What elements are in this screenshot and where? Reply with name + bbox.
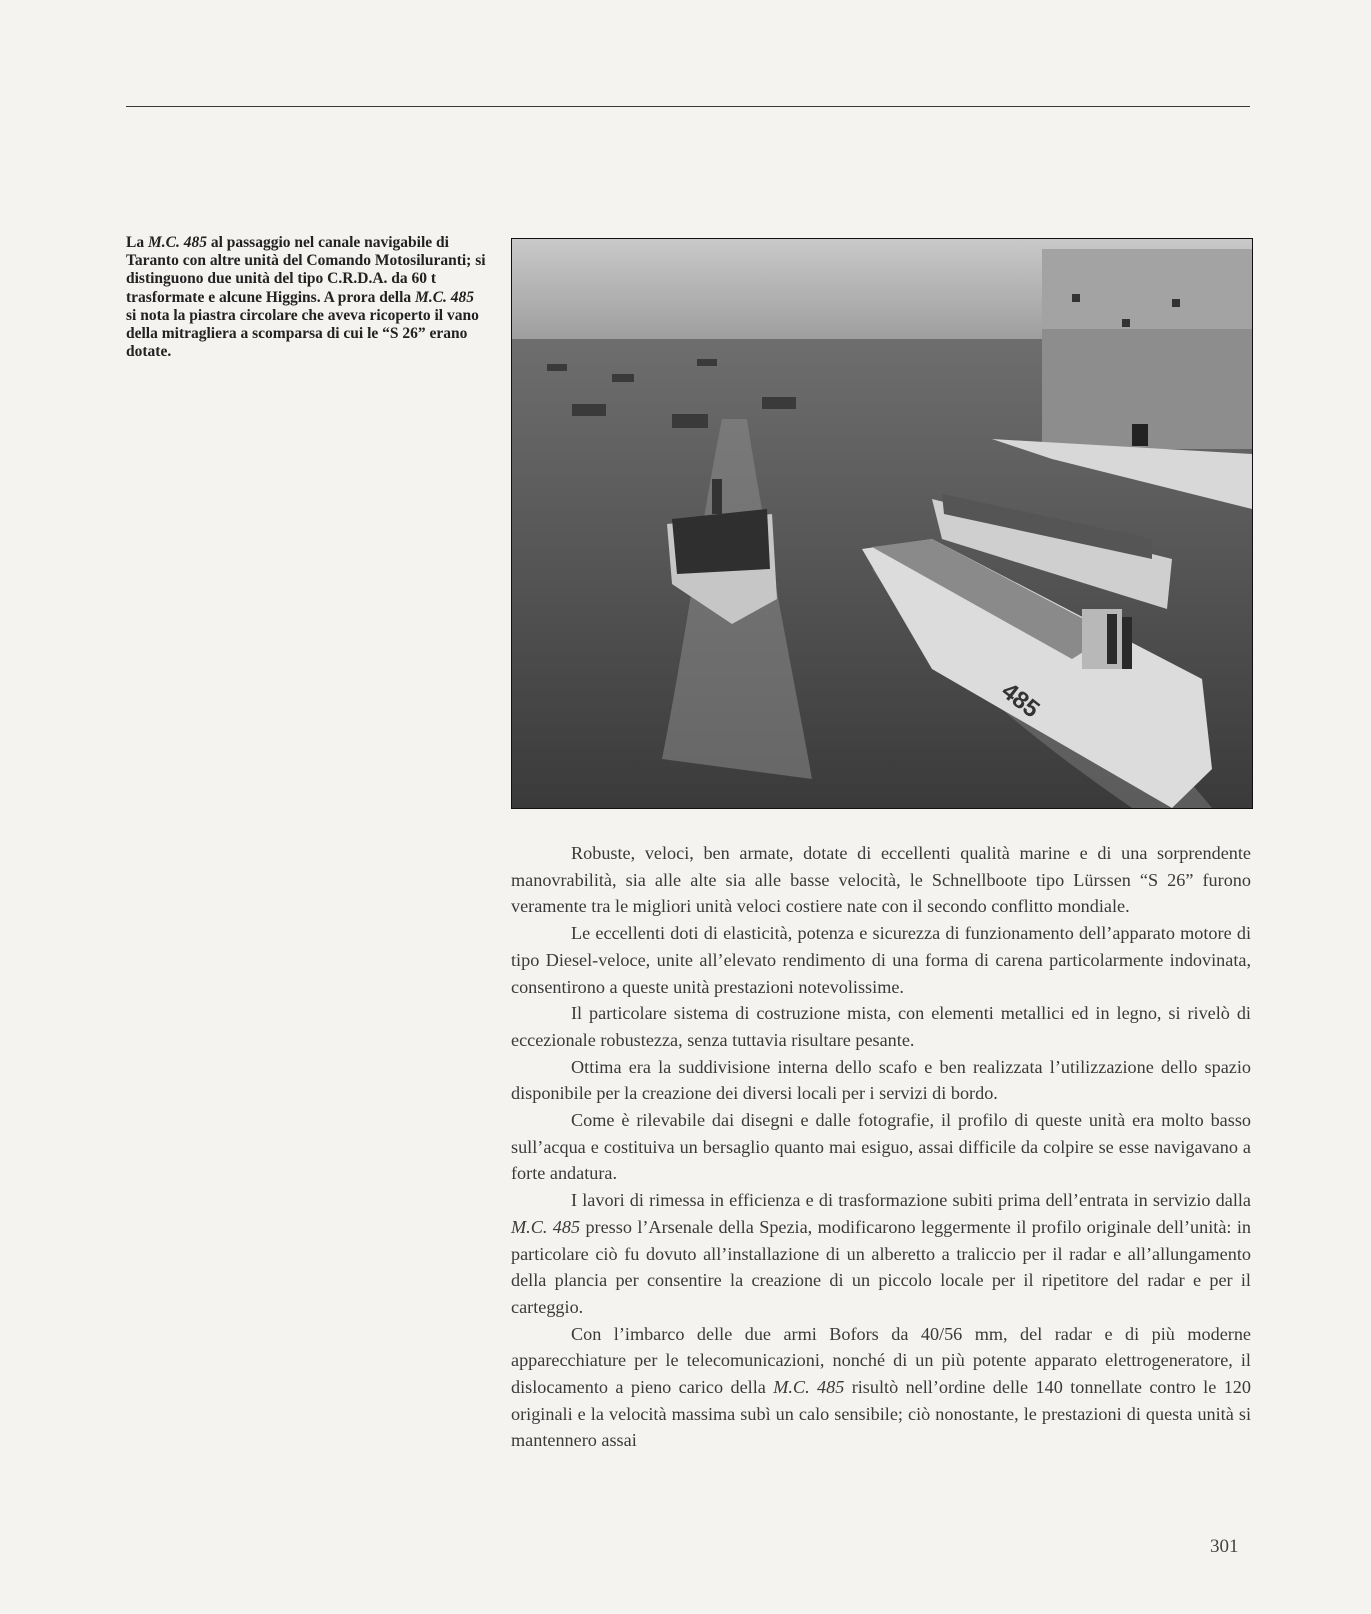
castle-window bbox=[1072, 294, 1080, 302]
photo-drawing bbox=[512, 239, 1252, 808]
text-segment: Il particolare sistema di costruzione mista, con elementi metallici ed in legno, si rivelò di eccezionale robustezza, senza tuttavia risultare pesante. bbox=[511, 1003, 1251, 1050]
castle-tower bbox=[1042, 249, 1252, 329]
text-segment: Le eccellenti doti di elasticità, potenza e sicurezza di funzionamento dell’apparato motore di tipo Diesel-veloce, unite all’elevato rendimento di una forma di carena particolarmente indovinata, consentirono a queste unità prestazioni notevolissime. bbox=[511, 923, 1251, 997]
body-paragraph bbox=[511, 1000, 1251, 1053]
text-segment: Robuste, veloci, ben armate, dotate di eccellenti qualità marine e di una sorprendente manovrabilità, sia alle alte sia alle basse velocità, le Schnellboote tipo Lürssen “S 26” furono veramente tra le migliori unità veloci costiere nate con il secondo conflitto mondiale. bbox=[511, 843, 1251, 917]
body-paragraph bbox=[511, 1107, 1251, 1187]
text-segment: Con l’imbarco delle due armi Bofors da 40/56 mm, del radar e di più moderne apparecchiature per le telecomunicazioni, nonché di un più potente apparato elettrogeneratore, il dislocamento a pieno carico della bbox=[511, 1323, 1251, 1398]
text-segment: Ottima era la suddivisione interna dello scafo e ben realizzata l’utilizzazione dello spazio disponibile per la creazione dei diversi locali per i servizi di bordo. bbox=[511, 1056, 1251, 1104]
body-paragraph bbox=[511, 840, 1251, 920]
caption-text bbox=[126, 234, 486, 361]
body-paragraph bbox=[511, 1187, 1251, 1321]
text-segment: risultò nell’ordine delle 140 tonnellate contro le 120 originali e la velocità massima subì un calo sensibile; ciò nonostante, le prestazioni di questa unità si mantennero assai bbox=[511, 1377, 1251, 1451]
header-rule bbox=[126, 106, 1250, 107]
page-number: 301 bbox=[1210, 1536, 1239, 1557]
text-segment: presso l’Arsenale della Spezia, modificarono leggermente il profilo originale dell’unità: in particolare ciò fu dovuto all’installazione di un alberetto a traliccio per il radar e all’allungamento della plancia per consentire la creazione di un piccolo locale per il ripetitore del radar e per il carteggio. bbox=[511, 1216, 1252, 1317]
caption-segment: al passaggio nel canale navigabile di Taranto con altre unità del Comando Motosiluranti; si distinguono due unità del tipo C.R.D.A. da 60 t trasformate e alcune Higgins. A prora della bbox=[126, 234, 486, 306]
castle-door bbox=[1132, 424, 1148, 446]
hull-number: 485 bbox=[996, 677, 1045, 724]
italic-ref: M.C. 485 bbox=[511, 1216, 581, 1237]
photo-caption bbox=[126, 234, 486, 361]
body-paragraph bbox=[511, 1321, 1251, 1455]
italic-ref: M.C. 485 bbox=[773, 1377, 845, 1398]
caption-italic-ref: M.C. 485 bbox=[415, 288, 475, 306]
text-segment: I lavori di rimessa in efficienza e di trasformazione subiti prima dell’entrata in servizio dalla bbox=[571, 1190, 1251, 1211]
castle-window bbox=[1172, 299, 1180, 307]
castle-window bbox=[1122, 319, 1130, 327]
caption-italic-ref: M.C. 485 bbox=[147, 234, 207, 251]
text-segment: Come è rilevabile dai disegni e dalle fotografie, il profilo di queste unità era molto basso sull’acqua e costituiva un bersaglio quanto mai esiguo, assai difficile da colpire se esse navigavano a forte andatura. bbox=[511, 1110, 1251, 1184]
body-paragraph bbox=[511, 1054, 1251, 1107]
caption-segment: La bbox=[126, 234, 148, 251]
photograph-boats-taranto-canal bbox=[511, 238, 1253, 809]
caption-segment: si nota la piastra circolare che aveva ricoperto il vano della mitragliera a scomparsa di cui le “S 26” erano dotate. bbox=[126, 306, 479, 361]
body-paragraph bbox=[511, 920, 1251, 1000]
body-text bbox=[511, 840, 1251, 1454]
